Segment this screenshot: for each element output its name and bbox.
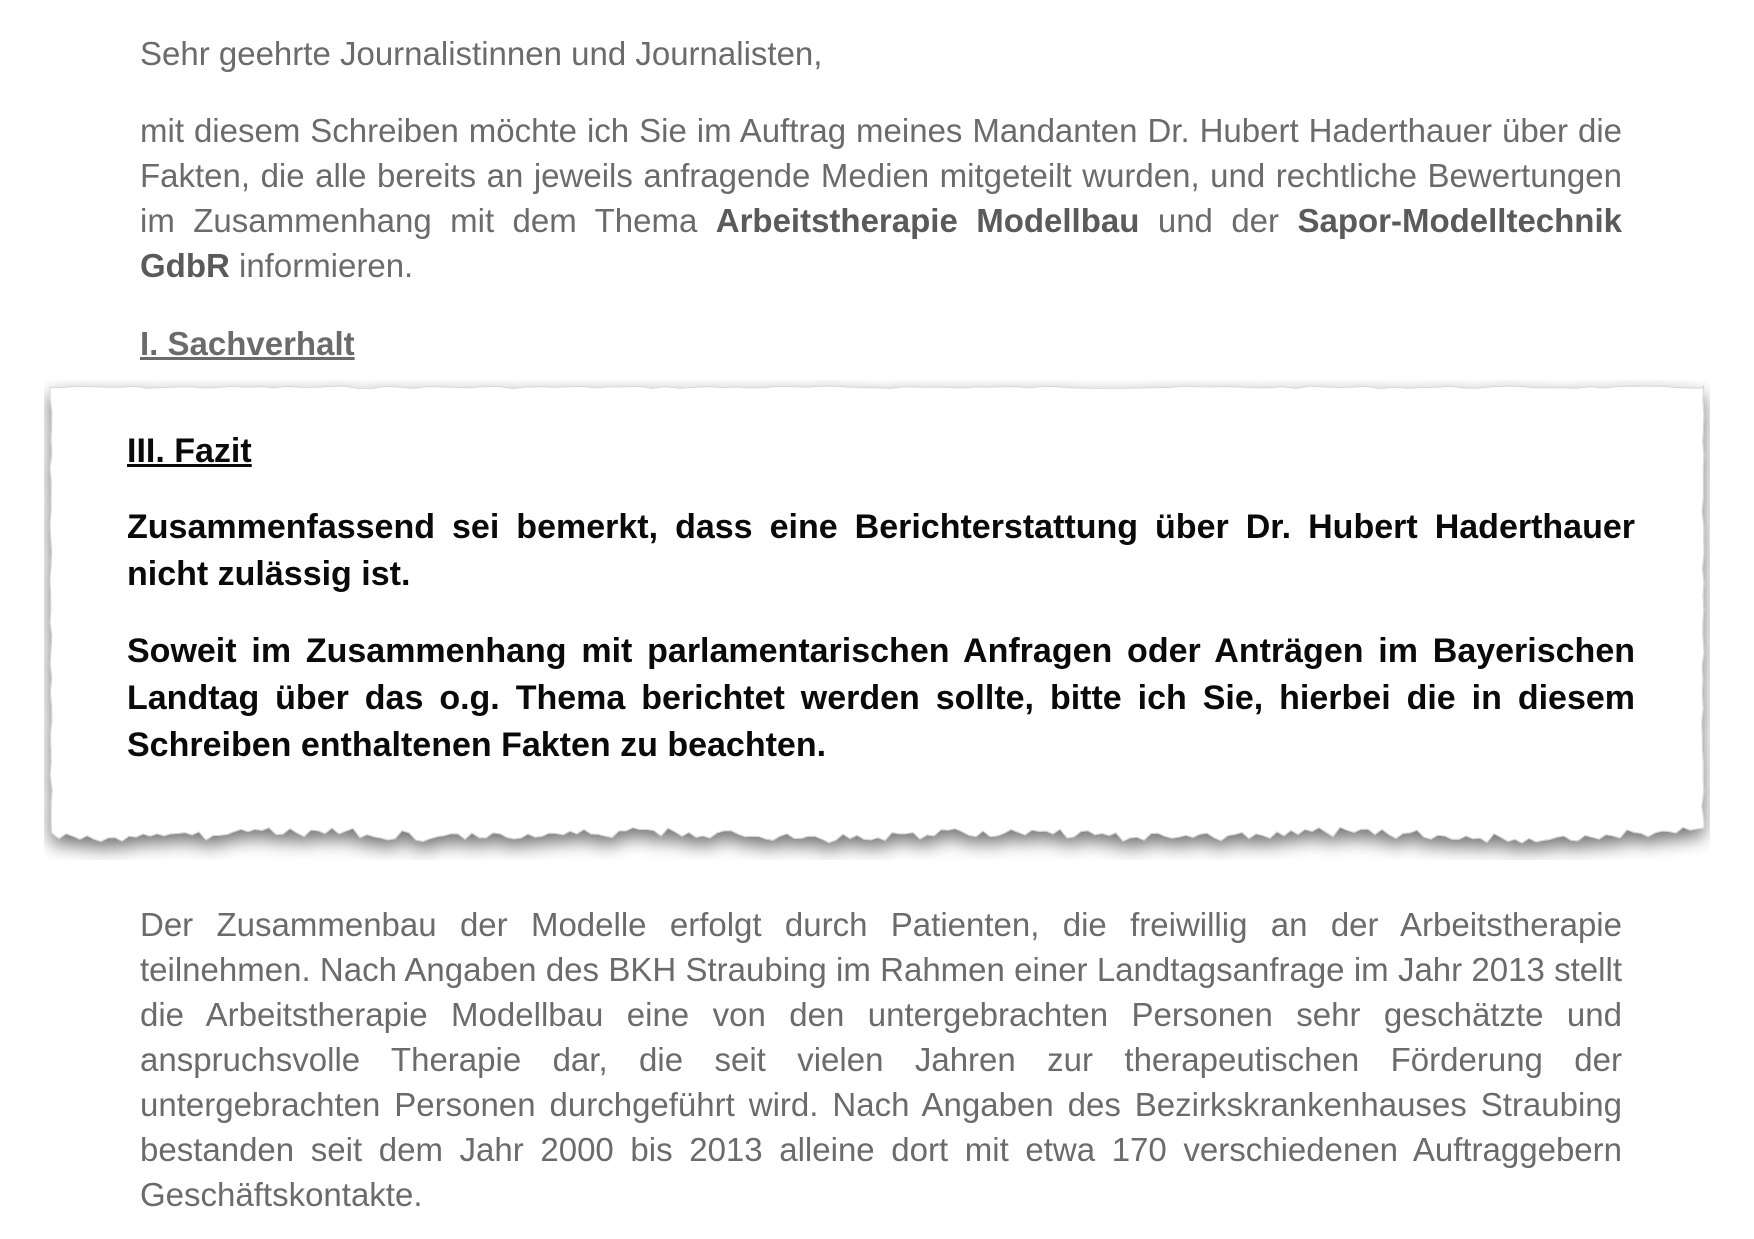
body-paragraph: Der Zusammenbau der Modelle erfolgt durch Patienten, die freiwillig an der Arbeitstherapie teilnehmen. Nach Angaben des BKH Straubing im Rahmen einer Landtagsanfrage im Jahr 2013 stellt die Arbeitstherapie Modellbau eine von den untergebrachten Personen sehr geschätzte und anspruchsvolle Therapie dar, die seit vielen Jahren zur therapeutischen Förderung der untergebrachten Personen durchgeführt wird. Nach Angaben des Bezirkskrankenhauses Straubing bestanden seit dem Jahr 2000 bis 2013 alleine dort mit etwa 170 verschiedenen Auftraggebern Geschäftskontakte. <box>140 906 1622 1213</box>
torn-paper-overlay <box>44 380 1710 860</box>
greeting: Sehr geehrte Journalistinnen und Journalisten, <box>140 35 823 72</box>
intro-bold-company: Sapor-Modelltechnik GdbR <box>140 202 1622 284</box>
intro-bold-topic: Arbeitstherapie Modellbau <box>715 202 1140 239</box>
fazit-content <box>127 428 1635 799</box>
intro-text-3: informieren. <box>229 247 414 284</box>
fazit-paragraph-2: Soweit im Zusammenhang mit parlamentarischen Anfragen oder Anträgen im Bayerischen Landtag über das o.g. Thema berichtet werden sollte, bitte ich Sie, hierbei die in diesem Schreiben enthaltenen Fakten zu beachten. <box>127 632 1635 764</box>
fazit-paragraph-1: Zusammenfassend sei bemerkt, dass eine Berichterstattung über Dr. Hubert Haderthauer nicht zulässig ist. <box>127 508 1635 593</box>
section-heading-sachverhalt: I. Sachverhalt <box>140 325 355 362</box>
intro-text-2: und der <box>1139 202 1298 239</box>
intro-text-1: mit diesem Schreiben möchte ich Sie im Auftrag meines Mandanten Dr. Hubert Haderthauer über die Fakten, die alle bereits an jeweils anfragende Medien mitgeteilt wurden, und rechtliche Bewertungen im Zusammenhang mit dem Thema <box>140 112 1622 239</box>
intro-paragraph <box>140 108 1622 288</box>
fazit-heading: III. Fazit <box>127 432 252 470</box>
